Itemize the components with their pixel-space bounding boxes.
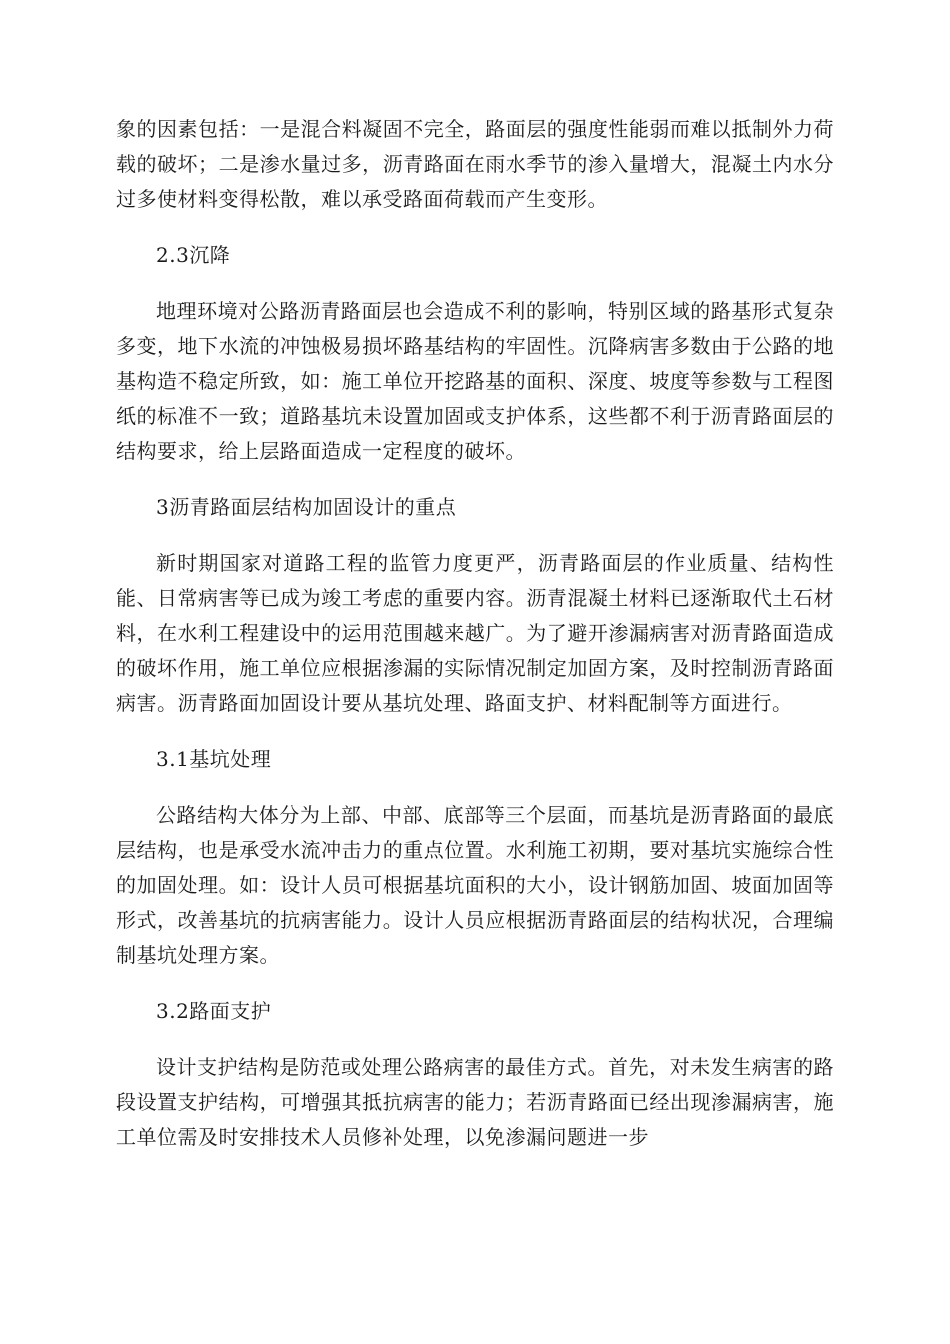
heading-3-2-pavement-support: 3.2路面支护 (156, 999, 272, 1023)
paragraph-foundation-pit: 公路结构大体分为上部、中部、底部等三个层面，而基坑是沥青路面的最底层结构，也是承受水流冲击力的重点位置。水利施工初期，要对基坑实施综合性的加固处理。如：设计人员可根据基坑面积的大小，设计钢筋加固、坡面加固等形式，改善基坑的抗病害能力。设计人员应根据沥青路面层的结构状况，合理编制基坑处理方案。 (116, 803, 834, 967)
paragraph-reinforcement-design: 新时期国家对道路工程的监管力度更严，沥青路面层的作业质量、结构性能、日常病害等已成为竣工考虑的重要内容。沥青混凝土材料已逐渐取代土石材料，在水利工程建设中的运用范围越来越广。为了避开渗漏病害对沥青路面造成的破坏作用，施工单位应根据渗漏的实际情况制定加固方案，及时控制沥青路面病害。沥青路面加固设计要从基坑处理、路面支护、材料配制等方面进行。 (116, 551, 834, 715)
heading-2-3-settlement: 2.3沉降 (156, 243, 231, 267)
paragraph-settlement: 地理环境对公路沥青路面层也会造成不利的影响，特别区域的路基形式复杂多变，地下水流的冲蚀极易损坏路基结构的牢固性。沉降病害多数由于公路的地基构造不稳定所致，如：施工单位开挖路基的面积、深度、坡度等参数与工程图纸的标准不一致；道路基坑未设置加固或支护体系，这些都不利于沥青路面层的结构要求，给上层路面造成一定程度的破坏。 (116, 299, 834, 463)
heading-3-reinforcement-design: 3沥青路面层结构加固设计的重点 (156, 495, 457, 519)
heading-3-1-foundation-pit: 3.1基坑处理 (156, 747, 272, 771)
paragraph-continued: 象的因素包括：一是混合料凝固不完全，路面层的强度性能弱而难以抵制外力荷载的破坏；二是渗水量过多，沥青路面在雨水季节的渗入量增大，混凝土内水分过多使材料变得松散，难以承受路面荷载而产生变形。 (116, 117, 834, 211)
document-body (116, 112, 834, 1176)
paragraph-pavement-support: 设计支护结构是防范或处理公路病害的最佳方式。首先，对未发生病害的路段设置支护结构，可增强其抵抗病害的能力；若沥青路面已经出现渗漏病害，施工单位需及时安排技术人员修补处理，以免渗漏问题进一步 (116, 1055, 834, 1149)
